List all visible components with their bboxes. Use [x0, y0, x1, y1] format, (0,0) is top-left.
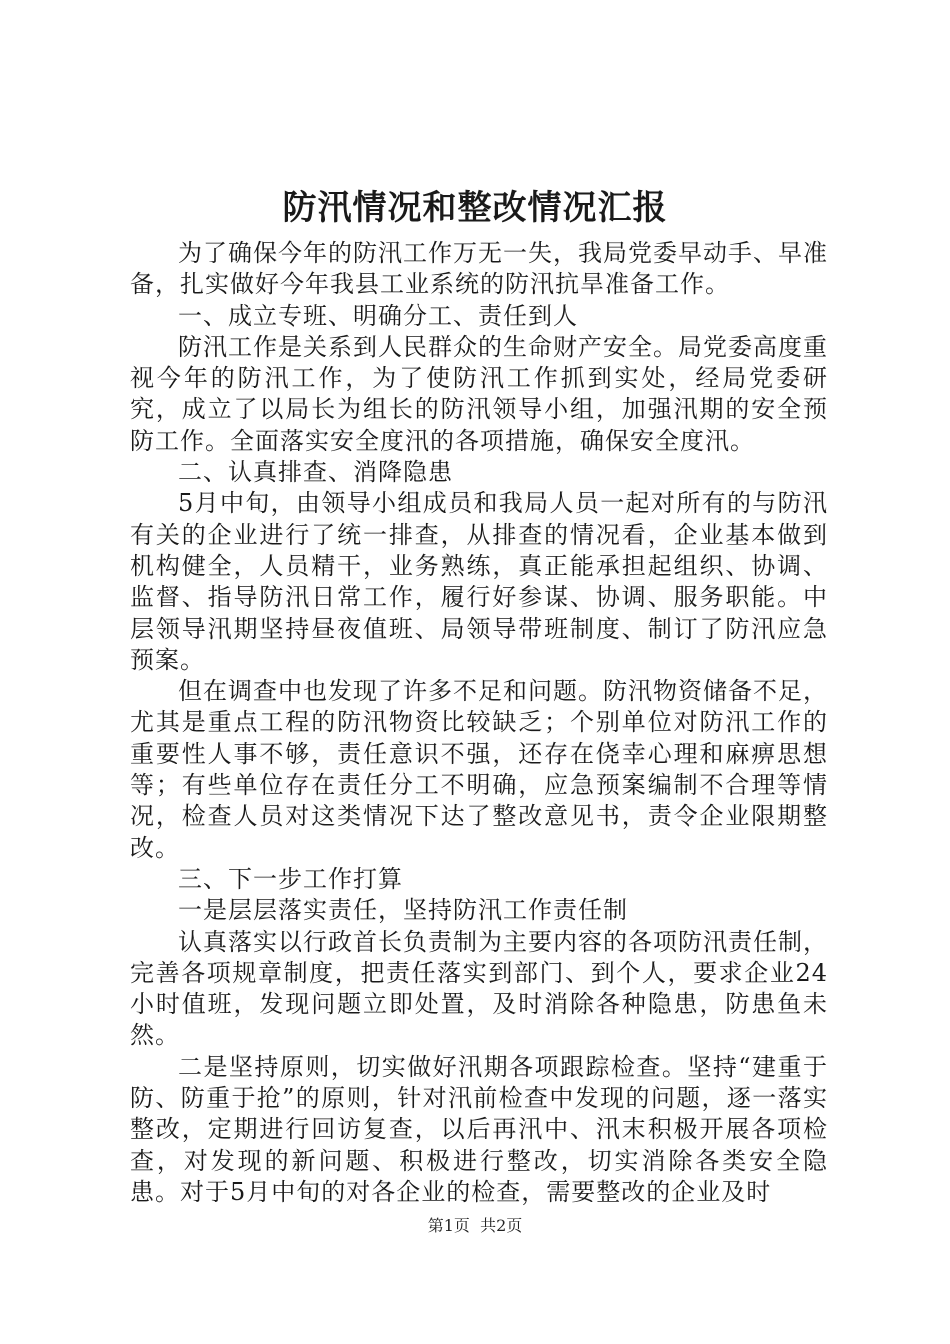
paragraph: 认真落实以行政首长负责制为主要内容的各项防汛责任制，完善各项规章制度，把责任落实到部门、到个人，要求企业24小时值班，发现问题立即处置，及时消除各种隐患，防患鱼未然。 — [130, 927, 828, 1050]
page-number: 第1页 — [427, 1216, 470, 1235]
section-heading-2: 二、认真排查、消降隐患 — [178, 458, 453, 487]
page-total: 共2页 — [480, 1216, 523, 1235]
section-heading-1: 一、成立专班、明确分工、责任到人 — [178, 301, 578, 330]
document-body — [130, 238, 828, 1208]
sub-heading-1: 一是层层落实责任，坚持防汛工作责任制 — [178, 896, 628, 925]
paragraph: 二是坚持原则，切实做好汛期各项跟踪检查。坚持“建重于防、防重于抢”的原则，针对汛前检查中发现的问题，逐一落实整改，定期进行回访复查，以后再汛中、汛末积极开展各项检查，对发现的新问题、积极进行整改，切实消除各类安全隐患。对于5月中旬的对各企业的检查，需要整改的企业及时 — [130, 1052, 828, 1206]
page-footer — [0, 1216, 950, 1236]
paragraph: 但在调查中也发现了许多不足和问题。防汛物资储备不足，尤其是重点工程的防汛物资比较缺乏；个别单位对防汛工作的重要性人事不够，责任意识不强，还存在侥幸心理和麻痹思想等；有些单位存在责任分工不明确，应急预案编制不合理等情况，检查人员对这类情况下达了整改意见书，责令企业限期整改。 — [130, 677, 828, 862]
paragraph-intro: 为了确保今年的防汛工作万无一失，我局党委早动手、早准备，扎实做好今年我县工业系统的防汛抗旱准备工作。 — [130, 239, 828, 299]
paragraph: 防汛工作是关系到人民群众的生命财产安全。局党委高度重视今年的防汛工作，为了使防汛工作抓到实处，经局党委研究，成立了以局长为组长的防汛领导小组，加强汛期的安全预防工作。全面落实安全度汛的各项措施，确保安全度汛。 — [130, 332, 828, 455]
paragraph: 5月中旬，由领导小组成员和我局人员一起对所有的与防汛有关的企业进行了统一排查，从排查的情况看，企业基本做到机构健全，人员精干，业务熟练，真正能承担起组织、协调、监督、指导防汛日常工作，履行好参谋、协调、服务职能。中层领导汛期坚持昼夜值班、局领导带班制度、制订了防汛应急预案。 — [130, 489, 828, 674]
document-title: 防汛情况和整改情况汇报 — [282, 188, 668, 228]
section-heading-3: 三、下一步工作打算 — [178, 864, 403, 893]
